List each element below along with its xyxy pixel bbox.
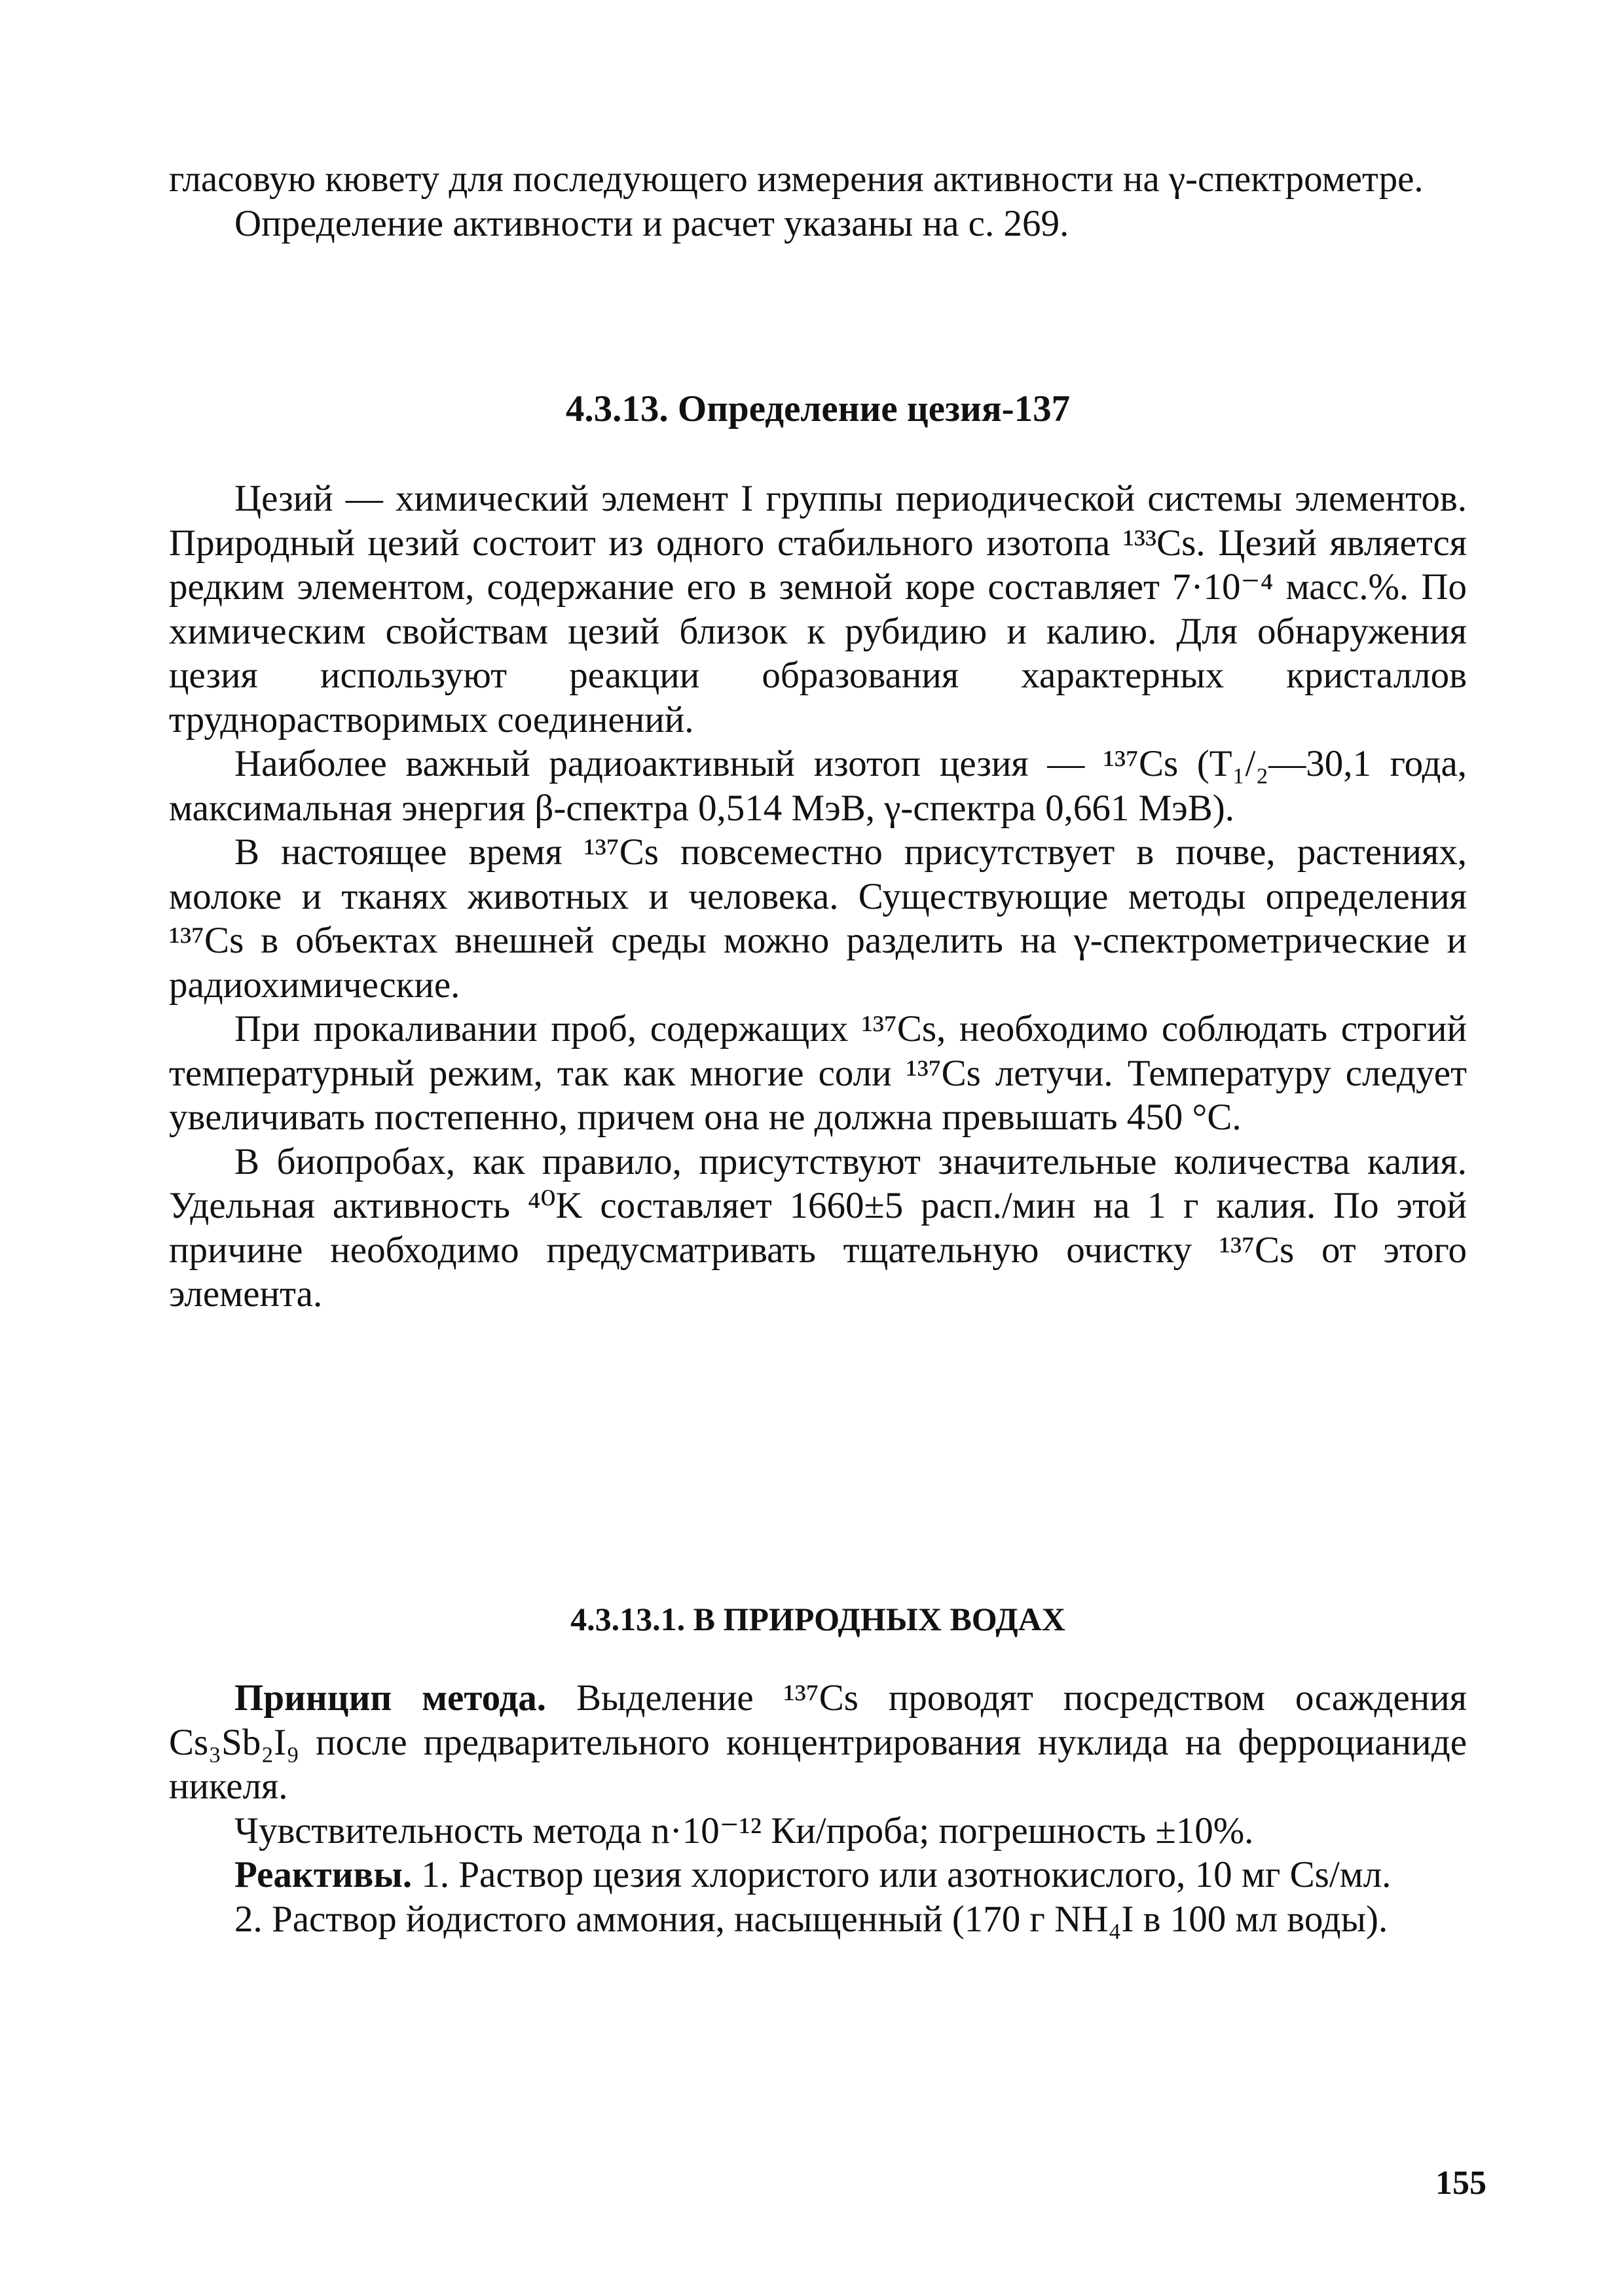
top-text [169, 157, 1467, 246]
subsection-heading: 4.3.13.1. В ПРИРОДНЫХ ВОДАХ [570, 1601, 1065, 1637]
principle-paragraph [169, 1676, 1467, 1809]
reagent-2: 2. Раствор йодистого аммония, насыщенный (170 г NH₄I в 100 мл воды). [234, 1898, 1388, 1940]
paragraph: В настоящее время ¹³⁷Cs повсеместно присутствует в почве, растениях, молоке и тканях животных и человека. Существующие методы определения ¹³⁷Cs в объектах внешней среды можно разделить на γ-спектрометрические и радиохимические. [169, 831, 1467, 1006]
principle-text: Выделение ¹³⁷Cs проводят посредством осаждения Cs₃Sb₂I₉ после предварительного концентрирования нуклида на ферроцианиде никеля. [169, 1677, 1467, 1807]
section-body [169, 477, 1467, 1317]
paragraph: Определение активности и расчет указаны на с. 269. [234, 202, 1069, 244]
reagents-label: Реактивы. [234, 1854, 413, 1895]
section-heading: 4.3.13. Определение цезия-137 [565, 388, 1071, 429]
paragraph: При прокаливании проб, содержащих ¹³⁷Cs, необходимо соблюдать строгий температурный режим, так как многие соли ¹³⁷Cs летучи. Температуру следует увеличивать постепенно, причем она не должна превышать 450 °С. [169, 1008, 1467, 1138]
page-number: 155 [1435, 2164, 1486, 2202]
paragraph: Цезий — химический элемент I группы периодической системы элементов. Природный цезий состоит из одного стабильного изотопа ¹³³Cs. Цезий является редким элементом, содержание его в земной коре составляет 7·10⁻⁴ масс.%. По химическим свойствам цезий близок к рубидию и калию. Для обнаружения цезия используют реакции образования характерных кристаллов труднорастворимых соединений. [169, 478, 1467, 740]
continuation-paragraph: гласовую кювету для последующего измерения активности на γ-спектрометре. [169, 158, 1424, 200]
paragraph: В биопробах, как правило, присутствуют значительные количества калия. Удельная активность ⁴⁰K составляет 1660±5 расп./мин на 1 г калия. По этой причине необходимо предусматривать тщательную очистку ¹³⁷Cs от этого элемента. [169, 1140, 1467, 1315]
reagent-1: 1. Раствор цезия хлористого или азотнокислого, 10 мг Cs/мл. [412, 1854, 1392, 1895]
paragraph: Наиболее важный радиоактивный изотоп цезия — ¹³⁷Cs (T₁/₂—30,1 года, максимальная энергия β-спектра 0,514 МэВ, γ-спектра 0,661 МэВ). [169, 743, 1467, 829]
principle-label: Принцип метода. [234, 1677, 547, 1719]
reagents-paragraph [169, 1853, 1467, 1897]
sensitivity-paragraph: Чувствительность метода n·10⁻¹² Ки/проба; погрешность ±10%. [234, 1810, 1254, 1851]
subsection-body [169, 1676, 1467, 1941]
